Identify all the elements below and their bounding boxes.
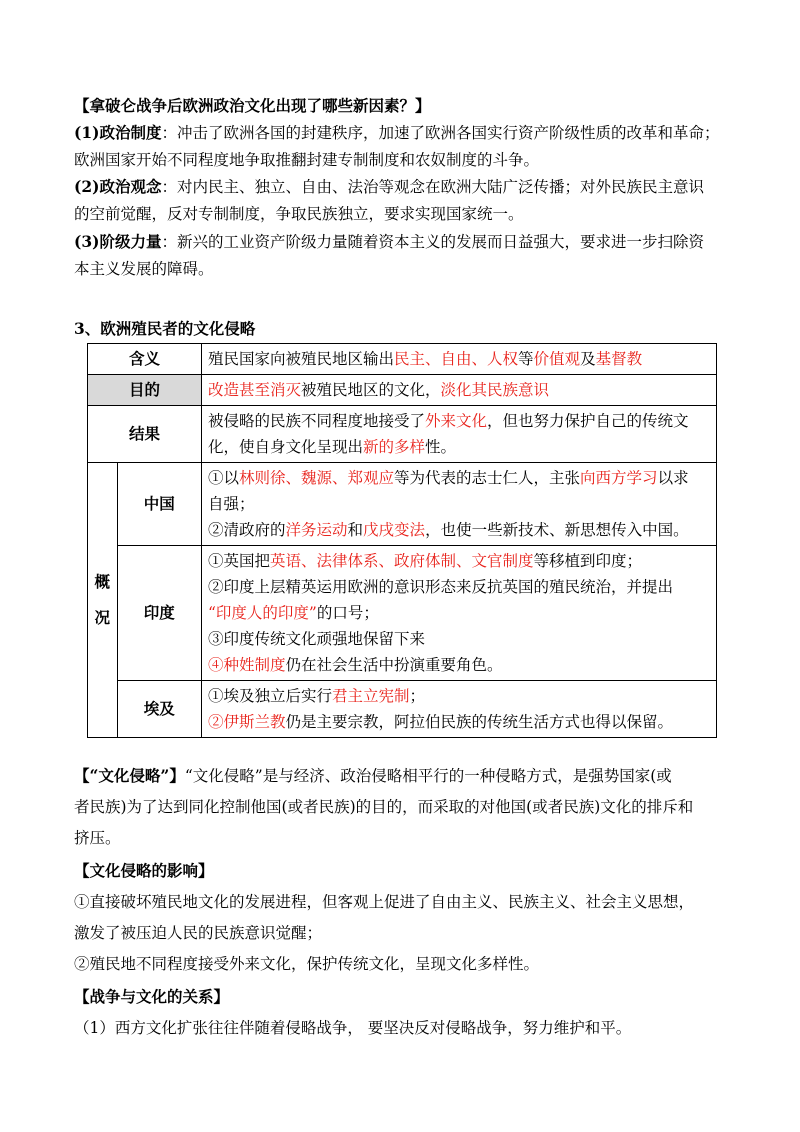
text: 等 [518, 350, 534, 368]
influence-point-1: ①直接破坏殖民地文化的发展进程，但客观上促进了自由主义、民族主义、社会主义思想， [74, 893, 695, 911]
text: 仍是主要宗教，阿拉伯民族的传统生活方式也得以保留。 [285, 713, 674, 731]
influence-point-2: ②殖民地不同程度接受外来文化，保护传统文化，呈现文化多样性。 [74, 955, 540, 973]
text: ②清政府的 [208, 521, 286, 539]
section-3-title: 3、欧洲殖民者的文化侵略 [74, 319, 256, 338]
overview-char: 概 [94, 572, 111, 591]
point-label: (2)政治观念 [74, 177, 162, 196]
napoleon-point-3 [74, 232, 734, 252]
cultural-invasion-table [87, 343, 717, 738]
emphasis: ②伊斯兰教 [208, 713, 286, 731]
point-text: ：对内民主、独立、自由、法治等观念在欧洲大陆广泛传播；对外民族民主意识 [161, 178, 704, 196]
napoleon-point-2-cont: 的空前觉醒，反对专制制度，争取民族独立，要求实现国家统一。 [74, 205, 524, 223]
india-cell [202, 546, 717, 681]
emphasis: 基督教 [595, 350, 643, 368]
purpose-cell [202, 375, 717, 406]
emphasis: 洋务运动 [285, 521, 348, 539]
table-row [88, 546, 717, 681]
emphasis: 向西方学习 [580, 469, 658, 487]
emphasis: 君主立宪制 [332, 687, 410, 705]
egypt-cell [202, 681, 717, 738]
napoleon-point-1 [74, 123, 734, 143]
napoleon-point-2 [74, 177, 734, 197]
text: 殖民国家向被殖民地区输出 [208, 350, 395, 368]
emphasis: 新的多样 [363, 438, 426, 456]
emphasis: ④种姓制度 [208, 656, 286, 674]
napoleon-point-3-cont: 本主义发展的障碍。 [74, 260, 214, 278]
napoleon-point-1-cont: 欧洲国家开始不同程度地争取推翻封建专制制度和农奴制度的斗争。 [74, 151, 540, 169]
point-text: ：冲击了欧洲各国的封建秩序，加速了欧洲各国实行资产阶级性质的改革和革命； [161, 124, 720, 142]
emphasis: 外来文化 [425, 412, 488, 430]
emphasis: 民主、自由、人权 [394, 350, 519, 368]
war-culture-point-1: （1）西方文化扩张往往伴随着侵略战争， 要坚决反对侵略战争，努力维护和平。 [74, 1019, 632, 1037]
emphasis: 英语、法律体系、政府体制、文官制度 [270, 552, 534, 570]
definition-cont: 挤压。 [74, 829, 121, 847]
text: ①埃及独立后实行 [208, 687, 333, 705]
point-label: (1)政治制度 [74, 123, 162, 142]
emphasis: 淡化其民族意识 [440, 381, 550, 399]
emphasis: 戊戌变法 [363, 521, 426, 539]
cultural-invasion-definition [74, 766, 734, 786]
napoleon-heading: 【拿破仑战争后欧洲政治文化出现了哪些新因素？】 [74, 96, 431, 115]
definition-text: “文化侵略”是与经济、政治侵略相平行的一种侵略方式，是强势国家(或 [184, 767, 672, 785]
table-row [88, 375, 717, 406]
row-label-result: 结果 [88, 406, 202, 463]
text: 化，使自身文化呈现出 [208, 438, 364, 456]
war-culture-heading: 【战争与文化的关系】 [74, 987, 230, 1006]
result-cell [202, 406, 717, 463]
text: 等移植到印度； [533, 552, 643, 570]
point-text: ：新兴的工业资产阶级力量随着资本主义的发展而日益强大，要求进一步扫除资 [161, 233, 704, 251]
text: 以求 [657, 469, 689, 487]
emphasis: “印度人的印度” [208, 604, 317, 622]
row-label-egypt: 埃及 [117, 681, 201, 738]
text: 自强； [208, 495, 255, 513]
text: ②印度上层精英运用欧洲的意识形态来反抗英国的殖民统治，并提出 [208, 578, 674, 596]
text: 的口号； [316, 604, 379, 622]
table-row [88, 344, 717, 375]
text: 和 [347, 521, 364, 539]
table-row [88, 463, 717, 546]
text: ，但也努力保护自己的传统文 [487, 412, 689, 430]
text: ③印度传统文化顽强地保留下来 [208, 630, 426, 648]
text: ，也使一些新技术、新思想传入中国。 [425, 521, 689, 539]
definition-label: 【“文化侵略”】 [74, 766, 185, 785]
table-row [88, 406, 717, 463]
text: ①以 [208, 469, 240, 487]
emphasis: 改造甚至消灭 [208, 381, 302, 399]
influence-point-1-cont: 激发了被压迫人民的民族意识觉醒； [74, 924, 323, 942]
definition-cont: 者民族)为了达到同化控制他国(或者民族)的目的，而采取的对他国(或者民族)文化的排斥和 [74, 798, 694, 816]
text: ； [409, 687, 426, 705]
row-label-purpose: 目的 [88, 375, 202, 406]
emphasis: 林则徐、魏源、郑观应 [239, 469, 395, 487]
row-label-china: 中国 [117, 463, 201, 546]
emphasis: 价值观 [533, 350, 581, 368]
point-label: (3)阶级力量 [74, 232, 162, 251]
china-cell [202, 463, 717, 546]
table-row [88, 681, 717, 738]
row-label-overview [88, 463, 118, 738]
row-label-meaning: 含义 [88, 344, 202, 375]
text: 被殖民地区的文化， [301, 381, 441, 399]
text: ①英国把 [208, 552, 271, 570]
text: 及 [580, 350, 596, 368]
text: 仍在社会生活中扮演重要角色。 [285, 656, 503, 674]
overview-char: 况 [94, 608, 111, 627]
influence-heading: 【文化侵略的影响】 [74, 861, 214, 880]
meaning-cell [202, 344, 717, 375]
text: 被侵略的民族不同程度地接受了 [208, 412, 426, 430]
text: 性。 [425, 438, 457, 456]
text: 等为代表的志士仁人，主张 [394, 469, 581, 487]
row-label-india: 印度 [117, 546, 201, 681]
